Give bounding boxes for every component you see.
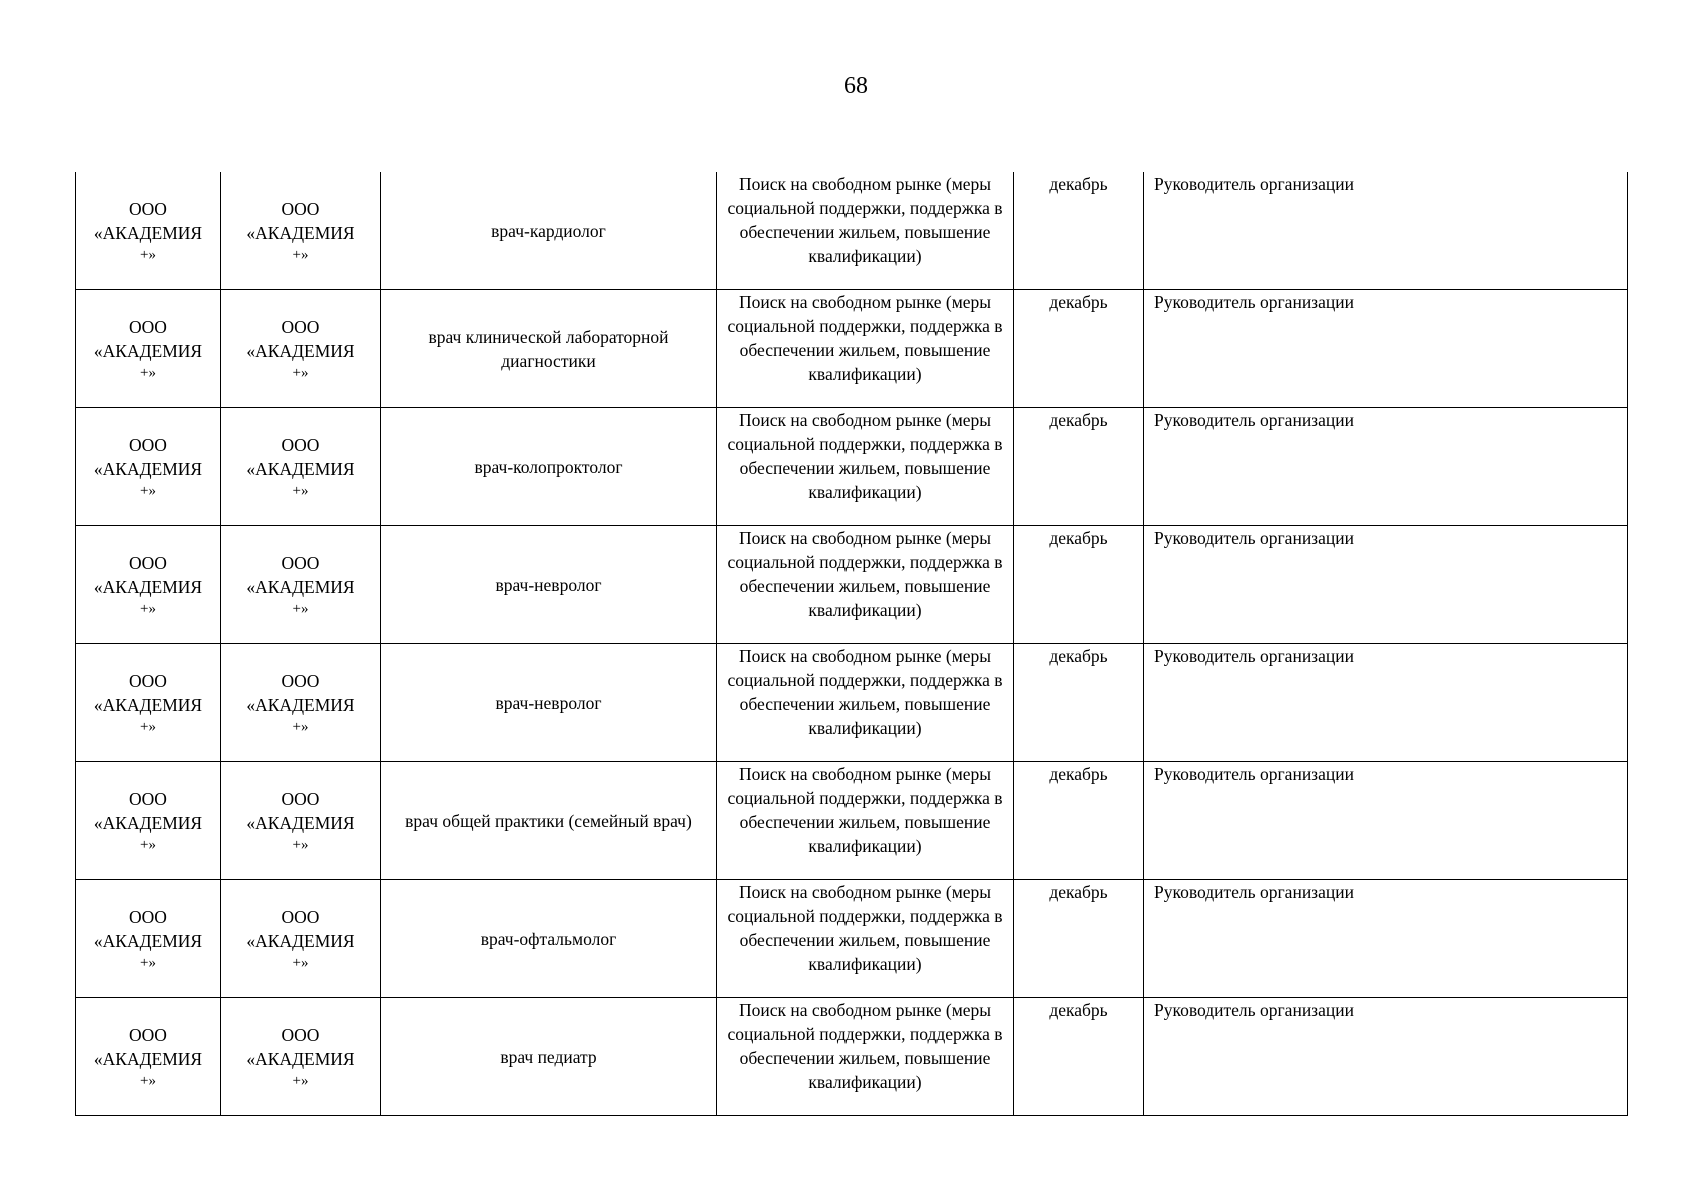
position-cell: врач клинической лабораторной диагностики — [381, 290, 717, 408]
position-cell: врач-офтальмолог — [381, 880, 717, 998]
table-body — [76, 172, 1628, 1116]
subdivision-cell — [221, 880, 381, 998]
subdivision-cell — [221, 526, 381, 644]
measure-cell — [717, 290, 1014, 408]
table-row — [76, 998, 1628, 1116]
responsible-text: Руководитель организации — [1154, 410, 1354, 430]
org-line: +» — [140, 482, 156, 499]
subdivision-line: «АКАДЕМИЯ — [246, 1048, 355, 1069]
organization-cell — [76, 880, 221, 998]
subdivision-line: ООО — [281, 788, 320, 809]
responsible-cell — [1144, 644, 1628, 762]
subdivision-line: «АКАДЕМИЯ — [246, 340, 355, 361]
subdivision-line: +» — [292, 482, 309, 499]
org-line: ООО — [129, 198, 167, 219]
table-row — [76, 644, 1628, 762]
deadline-text: декабрь — [1049, 410, 1108, 430]
subdivision-line: ООО — [281, 198, 320, 219]
responsible-text: Руководитель организации — [1154, 646, 1354, 666]
org-line: ООО — [129, 670, 167, 691]
measure-text: Поиск на свободном рынке (меры социальной поддержки, поддержка в обеспечении жильем, повышение квалификации) — [727, 410, 1003, 502]
subdivision-line: ООО — [281, 434, 320, 455]
measure-cell — [717, 172, 1014, 290]
subdivision-line: +» — [292, 246, 309, 263]
deadline-cell — [1014, 762, 1144, 880]
measure-text: Поиск на свободном рынке (меры социальной поддержки, поддержка в обеспечении жильем, повышение квалификации) — [727, 646, 1003, 738]
table-row — [76, 172, 1628, 290]
responsible-cell — [1144, 762, 1628, 880]
subdivision-line: ООО — [281, 670, 320, 691]
subdivision-cell — [221, 762, 381, 880]
subdivision-line: +» — [292, 954, 309, 971]
org-line: ООО — [129, 1024, 167, 1045]
subdivision-line: «АКАДЕМИЯ — [246, 222, 355, 243]
position-cell: врач педиатр — [381, 998, 717, 1116]
subdivision-line: +» — [292, 600, 309, 617]
responsible-cell — [1144, 880, 1628, 998]
measure-text: Поиск на свободном рынке (меры социальной поддержки, поддержка в обеспечении жильем, повышение квалификации) — [727, 528, 1003, 620]
subdivision-line: +» — [292, 836, 309, 853]
deadline-text: декабрь — [1049, 646, 1108, 666]
measure-text: Поиск на свободном рынке (меры социальной поддержки, поддержка в обеспечении жильем, повышение квалификации) — [727, 174, 1003, 266]
responsible-text: Руководитель организации — [1154, 174, 1354, 194]
measure-text: Поиск на свободном рынке (меры социальной поддержки, поддержка в обеспечении жильем, повышение квалификации) — [727, 292, 1003, 384]
measure-text: Поиск на свободном рынке (меры социальной поддержки, поддержка в обеспечении жильем, повышение квалификации) — [727, 764, 1003, 856]
responsible-text: Руководитель организации — [1154, 292, 1354, 312]
subdivision-cell — [221, 290, 381, 408]
position-cell: врач-кардиолог — [381, 172, 717, 290]
org-line: +» — [140, 718, 156, 735]
org-line: +» — [140, 1072, 156, 1089]
page-number: 68 — [844, 73, 868, 99]
org-line: «АКАДЕМИЯ — [93, 930, 203, 951]
responsible-text: Руководитель организации — [1154, 528, 1354, 548]
responsible-cell — [1144, 526, 1628, 644]
org-line: «АКАДЕМИЯ — [93, 694, 203, 715]
measure-cell — [717, 762, 1014, 880]
measure-cell — [717, 526, 1014, 644]
org-line: «АКАДЕМИЯ — [93, 340, 203, 361]
measure-cell — [717, 408, 1014, 526]
measure-cell — [717, 998, 1014, 1116]
measure-cell — [717, 644, 1014, 762]
org-line: «АКАДЕМИЯ — [93, 812, 203, 833]
subdivision-line: «АКАДЕМИЯ — [246, 458, 355, 479]
measure-cell — [717, 880, 1014, 998]
measure-text: Поиск на свободном рынке (меры социальной поддержки, поддержка в обеспечении жильем, повышение квалификации) — [727, 882, 1003, 974]
organization-cell — [76, 998, 221, 1116]
subdivision-line: +» — [292, 364, 309, 381]
deadline-cell — [1014, 408, 1144, 526]
deadline-cell — [1014, 644, 1144, 762]
deadline-cell — [1014, 526, 1144, 644]
table-row — [76, 762, 1628, 880]
org-line: +» — [140, 246, 156, 263]
deadline-text: декабрь — [1049, 528, 1108, 548]
subdivision-line: «АКАДЕМИЯ — [246, 576, 355, 597]
table-row — [76, 880, 1628, 998]
responsible-text: Руководитель организации — [1154, 882, 1354, 902]
org-line: +» — [140, 954, 156, 971]
subdivision-cell — [221, 408, 381, 526]
subdivision-line: +» — [292, 1072, 309, 1089]
org-line: ООО — [129, 788, 167, 809]
deadline-cell — [1014, 172, 1144, 290]
organization-cell — [76, 644, 221, 762]
organization-cell — [76, 172, 221, 290]
table-row — [76, 408, 1628, 526]
subdivision-line: +» — [292, 718, 309, 735]
organization-cell — [76, 290, 221, 408]
deadline-text: декабрь — [1049, 764, 1108, 784]
position-cell: врач-невролог — [381, 644, 717, 762]
responsible-cell — [1144, 408, 1628, 526]
subdivision-line: ООО — [281, 552, 320, 573]
deadline-cell — [1014, 998, 1144, 1116]
deadline-text: декабрь — [1049, 292, 1108, 312]
org-line: «АКАДЕМИЯ — [93, 458, 203, 479]
org-line: ООО — [129, 434, 167, 455]
deadline-text: декабрь — [1049, 882, 1108, 902]
position-cell: врач-невролог — [381, 526, 717, 644]
org-line: «АКАДЕМИЯ — [93, 222, 203, 243]
subdivision-cell — [221, 172, 381, 290]
org-line: «АКАДЕМИЯ — [93, 1048, 203, 1069]
deadline-text: декабрь — [1049, 174, 1108, 194]
subdivision-line: ООО — [281, 906, 320, 927]
deadline-cell — [1014, 880, 1144, 998]
subdivision-line: «АКАДЕМИЯ — [246, 694, 355, 715]
subdivision-line: ООО — [281, 1024, 320, 1045]
organization-cell — [76, 526, 221, 644]
subdivision-line: «АКАДЕМИЯ — [246, 812, 355, 833]
deadline-text: декабрь — [1049, 1000, 1108, 1020]
table-row — [76, 526, 1628, 644]
deadline-cell — [1014, 290, 1144, 408]
responsible-text: Руководитель организации — [1154, 1000, 1354, 1020]
table-row — [76, 290, 1628, 408]
responsible-cell — [1144, 290, 1628, 408]
position-cell: врач-колопроктолог — [381, 408, 717, 526]
responsible-cell — [1144, 998, 1628, 1116]
responsible-cell — [1144, 172, 1628, 290]
organization-cell — [76, 408, 221, 526]
subdivision-line: «АКАДЕМИЯ — [246, 930, 355, 951]
subdivision-cell — [221, 644, 381, 762]
org-line: «АКАДЕМИЯ — [93, 576, 203, 597]
subdivision-cell — [221, 998, 381, 1116]
organization-cell — [76, 762, 221, 880]
org-line: +» — [140, 836, 156, 853]
responsible-text: Руководитель организации — [1154, 764, 1354, 784]
org-line: +» — [140, 364, 156, 381]
org-line: +» — [140, 600, 156, 617]
subdivision-line: ООО — [281, 316, 320, 337]
position-cell: врач общей практики (семейный врач) — [381, 762, 717, 880]
org-line: ООО — [129, 316, 167, 337]
org-line: ООО — [129, 906, 167, 927]
staffing-plan-table — [75, 172, 1628, 1116]
org-line: ООО — [129, 552, 167, 573]
measure-text: Поиск на свободном рынке (меры социальной поддержки, поддержка в обеспечении жильем, повышение квалификации) — [727, 1000, 1003, 1092]
